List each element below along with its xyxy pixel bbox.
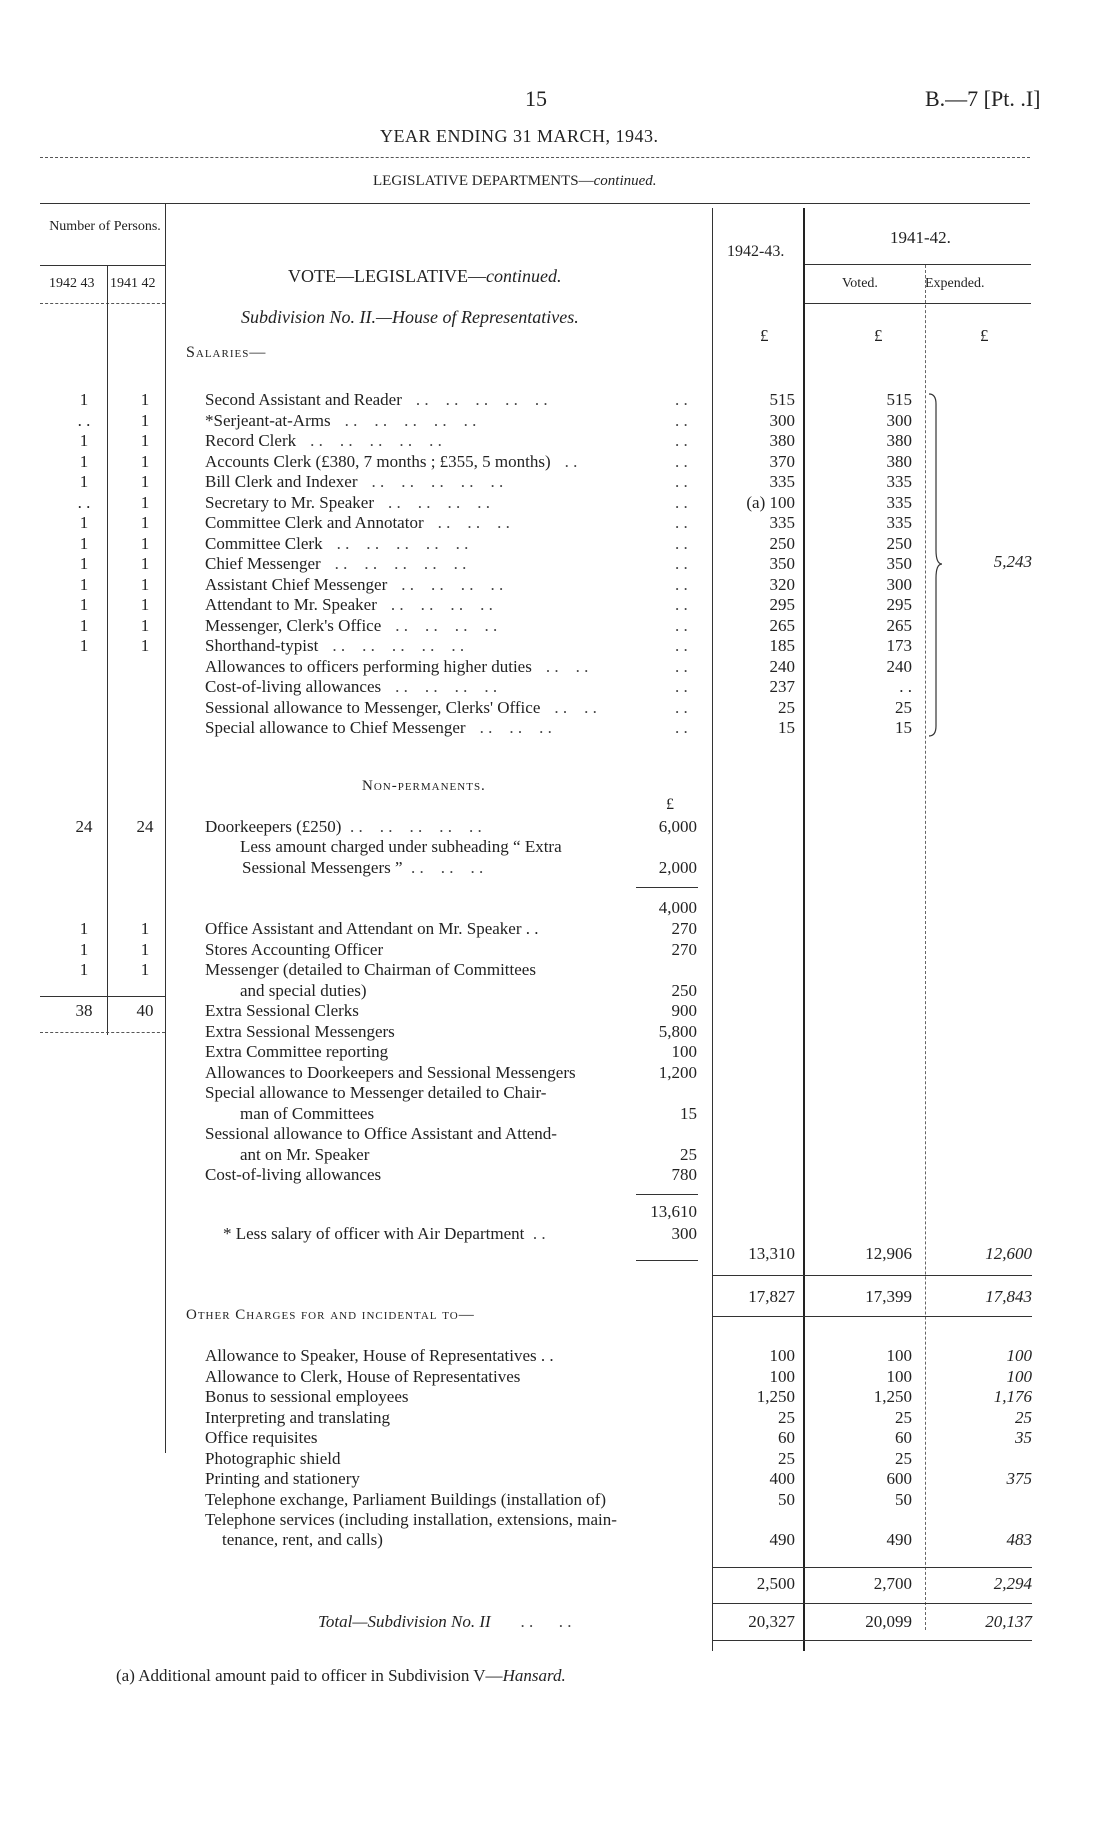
nonperm-persons-1942-43: 38 — [75, 1001, 93, 1020]
salary-col-dots: . . — [675, 677, 688, 696]
other-charge-1942-43: 100 — [769, 1346, 795, 1365]
nonperm-amount: 100 — [671, 1042, 697, 1061]
salary-persons-1942-43: 1 — [79, 451, 89, 471]
vote-continued: continued. — [485, 266, 562, 286]
voted-header: Voted. — [842, 276, 878, 291]
salary-1942-43: 265 — [769, 615, 795, 635]
non-perm-pound: £ — [666, 796, 674, 813]
persons-rule-b — [40, 1032, 165, 1033]
salary-persons-1942-43: . . — [77, 492, 91, 512]
salary-leader-dots: . . . . . . . . . . — [310, 431, 442, 450]
grand-total-label: Total—Subdivision No. II . . . . — [318, 1612, 572, 1631]
salary-label: Assistant Chief Messenger — [205, 574, 388, 594]
year-header-rule — [803, 264, 1031, 265]
net-rule — [636, 887, 698, 888]
salary-1941-42-voted: 335 — [886, 472, 912, 491]
salary-1942-43: 185 — [769, 636, 795, 655]
net-salary-rule — [636, 1260, 698, 1261]
department-name: LEGISLATIVE DEPARTMENTS— — [373, 173, 594, 189]
nonperm-amount: 5,800 — [658, 1021, 697, 1041]
pound-expended: £ — [980, 326, 989, 345]
salary-row — [205, 718, 705, 738]
nonperm-amount: 780 — [671, 1165, 697, 1184]
salary-row — [205, 534, 705, 554]
nonperm-label: man of Committees — [240, 1103, 375, 1123]
col-expended-left-rule — [925, 265, 926, 1630]
salary-persons-1941-42: 1 — [140, 513, 150, 532]
salary-col-dots: . . — [675, 513, 688, 532]
other-total-rule — [712, 1567, 1032, 1568]
nonperm-persons-1941-42: 1 — [140, 939, 150, 959]
salary-col-dots: . . — [675, 492, 688, 512]
salary-persons-1942-43: 1 — [79, 472, 89, 491]
grand-total-bottom-rule — [712, 1640, 1032, 1641]
persons-header-rule — [40, 265, 165, 266]
salary-row — [205, 616, 705, 636]
nonperm-amount: 15 — [680, 1103, 697, 1123]
grand-total-expended: 20,137 — [985, 1612, 1032, 1631]
footnote-mark: (a) — [116, 1666, 135, 1685]
salary-row — [205, 595, 705, 615]
other-charge-expended: 25 — [1015, 1407, 1032, 1427]
salary-leader-dots: . . . . . . . . . . — [334, 554, 467, 573]
salary-1941-42-voted: 240 — [886, 656, 912, 676]
persons-divider — [107, 265, 108, 1035]
subtotal-rule — [636, 1194, 698, 1195]
salary-persons-1942-43: 1 — [79, 513, 89, 532]
other-charge-voted: 100 — [886, 1346, 912, 1365]
nonperm-amount: 900 — [671, 1001, 697, 1020]
grand-total-voted: 20,099 — [865, 1612, 912, 1631]
salary-label: Allowances to officers performing higher duties — [205, 656, 532, 676]
salary-row — [205, 493, 705, 513]
salary-leader-dots: . . . . . . . . . . — [332, 636, 465, 655]
other-charge-1942-43: 25 — [778, 1407, 795, 1427]
salary-1941-42-voted: 335 — [886, 513, 912, 532]
salary-persons-1941-42: 1 — [140, 390, 150, 409]
salary-label: Shorthand-typist — [205, 636, 319, 655]
nonperm-persons-1941-42: 40 — [136, 1001, 154, 1020]
salary-col-dots: . . — [675, 615, 688, 635]
other-charge-label: Telephone services (including installation, extensions, main- — [205, 1510, 617, 1529]
year-heading: YEAR ENDING 31 MARCH, 1943. — [380, 126, 659, 146]
pound-1942-43: £ — [760, 326, 769, 345]
salary-col-dots: . . — [675, 656, 688, 676]
vote-title — [288, 266, 561, 287]
salary-persons-1941-42: 1 — [140, 574, 150, 594]
nonperm-amount: 270 — [671, 939, 697, 959]
nonperm-label: Extra Sessional Messengers — [205, 1021, 395, 1041]
nonperm-label: Special allowance to Messenger detailed to Chair- — [205, 1083, 547, 1102]
salary-persons-1942-43: 1 — [79, 574, 89, 594]
salary-leader-dots: . . . . . . . . — [390, 595, 493, 614]
number-of-persons-header: Number of Persons. — [49, 219, 161, 234]
non-perm-net-expended: 12,600 — [985, 1244, 1032, 1263]
salary-1941-42-voted: . . — [899, 677, 912, 696]
salary-persons-1941-42: 1 — [140, 615, 150, 635]
salaries-total-voted: 17,399 — [865, 1287, 912, 1306]
salary-label: Accounts Clerk (£380, 7 months ; £355, 5 months) — [205, 451, 551, 471]
salary-1942-43: 240 — [769, 656, 795, 676]
non-perm-net-voted: 12,906 — [865, 1244, 912, 1263]
salary-label: Second Assistant and Reader — [205, 390, 402, 409]
other-charge-label: tenance, rent, and calls) — [222, 1530, 383, 1549]
other-charge-label: Bonus to sessional employees — [205, 1387, 409, 1406]
department-continued: continued. — [593, 173, 657, 189]
persons-1942-43-header: 1942 43 — [49, 276, 95, 291]
salary-label: Committee Clerk and Annotator — [205, 513, 424, 532]
nonperm-amount: 270 — [671, 919, 697, 938]
nonperm-amount: 250 — [671, 980, 697, 1000]
salary-label: Bill Clerk and Indexer — [205, 472, 358, 491]
nonperm-label: Extra Sessional Clerks — [205, 1001, 359, 1020]
salary-col-dots: . . — [675, 636, 688, 655]
grand-total-top-rule — [712, 1603, 1032, 1604]
nonperm-persons-1942-43: 1 — [79, 939, 89, 959]
nonperm-persons-1941-42: 1 — [140, 919, 150, 938]
other-charge-expended: 1,176 — [993, 1387, 1032, 1406]
nonperm-label: Messenger (detailed to Chairman of Committees — [205, 960, 536, 979]
persons-1941-42-header: 1941 42 — [110, 276, 156, 291]
salary-leader-dots: . . — [564, 451, 578, 471]
salary-persons-1941-42: 1 — [140, 595, 150, 614]
other-total-voted: 2,700 — [873, 1574, 912, 1593]
salary-1942-43: 295 — [769, 595, 795, 614]
salary-persons-1941-42: 1 — [140, 431, 150, 450]
salary-1942-43: 250 — [769, 533, 795, 553]
department-heading — [373, 173, 657, 190]
other-total-1942-43: 2,500 — [756, 1574, 795, 1593]
other-charge-1942-43: 490 — [769, 1530, 795, 1549]
salary-persons-1941-42: 1 — [140, 492, 150, 512]
salary-persons-1941-42: 1 — [140, 636, 150, 655]
less-charged-line1: Less amount charged under subheading “ Extra — [240, 837, 562, 856]
salary-col-dots: . . — [675, 431, 688, 450]
other-charge-1942-43: 50 — [778, 1489, 795, 1509]
salary-1941-42-voted: 295 — [886, 595, 912, 614]
salary-persons-1942-43: 1 — [79, 615, 89, 635]
salaries-total-expended: 17,843 — [985, 1287, 1032, 1306]
salaries-brace — [928, 392, 942, 738]
nonperm-label: Extra Committee reporting — [205, 1042, 389, 1061]
salaries-total-rule — [712, 1275, 1032, 1276]
less-charged-line2: Sessional Messengers ” . . . . . . — [242, 858, 484, 877]
salary-leader-dots: . . . . . . . . . . — [371, 472, 504, 491]
salaries-total-bottom-rule — [712, 1316, 1032, 1317]
footnote-text: Additional amount paid to officer in Subdivision V— — [138, 1666, 503, 1685]
nonperm-amount: 1,200 — [658, 1062, 697, 1082]
doorkeepers-persons-1942: 24 — [75, 817, 93, 836]
other-charge-1942-43: 1,250 — [756, 1387, 795, 1406]
other-charge-voted: 490 — [886, 1530, 912, 1549]
salary-1941-42-voted: 515 — [886, 390, 912, 409]
salary-1942-43: 335 — [769, 513, 795, 532]
doorkeepers-net-amount: 4,000 — [658, 898, 697, 917]
nonperm-label: and special duties) — [240, 980, 367, 1000]
other-charge-label: Allowance to Clerk, House of Representatives — [205, 1366, 521, 1386]
salary-leader-dots: . . . . . . . . — [395, 677, 498, 696]
salary-row — [205, 575, 705, 595]
other-charge-voted: 600 — [886, 1469, 912, 1488]
nonperm-label: Office Assistant and Attendant on Mr. Speaker . . — [205, 919, 539, 938]
header-bottom-rule — [40, 303, 165, 304]
less-charged-text: Sessional Messengers ” — [242, 858, 403, 877]
salary-leader-dots: . . . . . . — [437, 513, 510, 532]
salary-label: *Serjeant-at-Arms — [205, 410, 331, 430]
header-bottom-rule-right — [803, 303, 1031, 304]
salary-row — [205, 636, 705, 656]
col-voted-left-rule — [803, 208, 805, 1651]
salary-leader-dots: . . . . . . . . . . — [344, 410, 477, 430]
document-reference: B.—7 [Pt. .I] — [925, 86, 1041, 111]
salary-leader-dots: . . . . . . — [479, 718, 552, 737]
salary-1941-42-voted: 380 — [886, 431, 912, 450]
footnote-italic: Hansard. — [502, 1666, 566, 1685]
salary-1941-42-voted: 173 — [886, 636, 912, 655]
salary-1942-43: 380 — [769, 431, 795, 450]
grand-total-text: Total—Subdivision No. II — [318, 1612, 491, 1631]
salary-label: Special allowance to Chief Messenger — [205, 718, 466, 737]
salary-col-dots: . . — [675, 533, 688, 553]
salary-1941-42-voted: 15 — [895, 718, 912, 737]
nonperm-label: Allowances to Doorkeepers and Sessional Messengers — [205, 1062, 576, 1082]
salaries-heading: Salaries— — [186, 344, 267, 361]
col-1941-42-header: 1941-42. — [890, 228, 951, 247]
non-permanents-heading: Non-permanents. — [362, 778, 486, 794]
salary-leader-dots: . . . . — [545, 656, 589, 676]
top-rule — [40, 157, 1030, 158]
salary-leader-dots: . . . . . . . . — [388, 492, 490, 512]
salary-1941-42-voted: 300 — [886, 410, 912, 430]
grand-total-1942-43: 20,327 — [748, 1612, 795, 1631]
salary-label: Secretary to Mr. Speaker — [205, 492, 374, 512]
nonperm-label: Stores Accounting Officer — [205, 939, 384, 959]
nonperm-label: Sessional allowance to Office Assistant and Attend- — [205, 1124, 557, 1143]
less-salary-amount: 300 — [671, 1224, 697, 1243]
less-salary-line: * Less salary of officer with Air Department . . — [223, 1224, 546, 1243]
salary-persons-1941-42: 1 — [140, 533, 150, 553]
salary-col-dots: . . — [675, 390, 688, 409]
col-1942-43-header: 1942-43. — [727, 243, 785, 260]
salary-1941-42-voted: 335 — [886, 492, 912, 512]
other-charge-expended: 35 — [1015, 1428, 1032, 1447]
salary-1941-42-voted: 350 — [886, 554, 912, 573]
less-salary-text: * Less salary of officer with Air Department — [223, 1224, 525, 1243]
salary-1941-42-voted: 25 — [895, 697, 912, 717]
salary-persons-1941-42: 1 — [140, 472, 150, 491]
salary-label: Cost-of-living allowances — [205, 677, 382, 696]
doorkeepers-amount: 6,000 — [658, 817, 697, 836]
nonperm-label: ant on Mr. Speaker — [240, 1144, 370, 1164]
nonperm-persons-1941-42: 1 — [140, 960, 150, 979]
other-charge-label: Telephone exchange, Parliament Buildings (installation of) — [205, 1489, 607, 1509]
other-charge-voted: 1,250 — [873, 1387, 912, 1406]
salary-1941-42-voted: 250 — [886, 533, 912, 553]
salary-row — [205, 554, 705, 574]
table-top-rule — [40, 203, 1030, 204]
other-charge-expended: 100 — [1006, 1346, 1032, 1365]
nonperm-persons-1942-43: 1 — [79, 960, 89, 979]
salary-persons-1942-43: . . — [77, 410, 91, 430]
salary-label: Record Clerk — [205, 431, 297, 450]
salary-1942-43: 15 — [778, 718, 795, 737]
salary-persons-1942-43: 1 — [79, 533, 89, 553]
doorkeepers-text: Doorkeepers (£250) — [205, 817, 342, 836]
salary-label: Messenger, Clerk's Office — [205, 615, 382, 635]
persons-right-rule — [165, 203, 166, 1453]
salary-col-dots: . . — [675, 554, 688, 573]
salary-1942-43: 25 — [778, 697, 795, 717]
salary-1942-43: 350 — [769, 554, 795, 573]
salary-leader-dots: . . . . . . . . — [395, 615, 498, 635]
salary-leader-dots: . . . . — [554, 697, 597, 717]
salary-persons-1942-43: 1 — [79, 431, 89, 450]
salary-leader-dots: . . . . . . . . . . — [336, 533, 469, 553]
non-perm-subtotal: 13,610 — [650, 1202, 697, 1221]
page-number: 15 — [525, 86, 547, 111]
salary-row — [205, 452, 705, 472]
salary-persons-1942-43: 1 — [79, 595, 89, 614]
salary-persons-1942-43: 1 — [79, 554, 89, 573]
salary-col-dots: . . — [675, 574, 688, 594]
other-charge-1942-43: 60 — [778, 1428, 795, 1447]
salary-1942-43: 515 — [769, 390, 795, 409]
salary-col-dots: . . — [675, 595, 688, 614]
salary-1941-42-voted: 300 — [886, 574, 912, 594]
other-charge-voted: 25 — [895, 1407, 912, 1427]
less-charged-amount: 2,000 — [658, 858, 697, 877]
other-charge-label: Allowance to Speaker, House of Representatives . . — [205, 1346, 554, 1365]
salary-persons-1941-42: 1 — [140, 451, 150, 471]
salary-col-dots: . . — [675, 697, 688, 717]
salary-col-dots: . . — [675, 472, 688, 491]
other-charge-label: Office requisites — [205, 1428, 318, 1447]
salary-1942-43: 320 — [769, 574, 795, 594]
salary-1942-43: 300 — [769, 410, 795, 430]
salary-leader-dots: . . . . . . . . . . — [415, 390, 548, 409]
salary-leader-dots: . . . . . . . . — [401, 574, 504, 594]
expended-header: Expended. — [925, 276, 985, 291]
col-1942-left-rule — [712, 208, 713, 1651]
other-charge-voted: 100 — [886, 1366, 912, 1386]
other-charge-label: Interpreting and translating — [205, 1407, 391, 1427]
non-perm-net-1942-43: 13,310 — [748, 1244, 795, 1263]
pound-voted: £ — [874, 326, 883, 345]
other-charge-voted: 50 — [895, 1489, 912, 1509]
salary-label: Sessional allowance to Messenger, Clerks' Office — [205, 697, 541, 717]
nonperm-persons-1942-43: 1 — [79, 919, 89, 938]
nonperm-label: Cost-of-living allowances — [205, 1165, 382, 1184]
salary-row — [205, 390, 705, 410]
salary-1942-43: 335 — [769, 472, 795, 491]
other-charge-1942-43: 25 — [778, 1448, 795, 1468]
other-charge-expended: 483 — [1006, 1530, 1032, 1549]
salary-1941-42-voted: 265 — [886, 615, 912, 635]
footnote — [116, 1666, 566, 1686]
salary-label: Committee Clerk — [205, 533, 323, 553]
persons-rule-a — [40, 996, 165, 997]
subdivision-title: Subdivision No. II.—House of Representatives. — [241, 307, 579, 327]
salaries-total-1942-43: 17,827 — [748, 1287, 795, 1306]
salary-row — [205, 677, 705, 697]
salaries-expended-total: 5,243 — [993, 552, 1032, 571]
other-charge-1942-43: 100 — [769, 1366, 795, 1386]
salary-col-dots: . . — [675, 718, 688, 737]
salary-row — [205, 472, 705, 492]
salary-label: Chief Messenger — [205, 554, 321, 573]
other-charges-heading: Other Charges for and incidental to— — [186, 1307, 475, 1323]
salary-row — [205, 657, 705, 677]
salary-label: Attendant to Mr. Speaker — [205, 595, 377, 614]
doorkeepers-persons-1941: 24 — [136, 817, 154, 836]
salary-persons-1942-43: 1 — [79, 390, 89, 409]
other-charge-label: Printing and stationery — [205, 1469, 360, 1488]
other-charge-expended: 375 — [1006, 1469, 1032, 1488]
salary-col-dots: . . — [675, 410, 688, 430]
salary-1942-43: (a) 100 — [746, 492, 795, 512]
salary-row — [205, 411, 705, 431]
salary-1941-42-voted: 380 — [886, 451, 912, 471]
other-charge-voted: 25 — [895, 1448, 912, 1468]
vote-name: VOTE—LEGISLATIVE— — [288, 266, 486, 286]
salary-row — [205, 698, 705, 718]
salary-persons-1941-42: 1 — [140, 410, 150, 430]
salary-col-dots: . . — [675, 451, 688, 471]
salary-row — [205, 513, 705, 533]
other-total-expended: 2,294 — [993, 1574, 1032, 1593]
doorkeepers-label: Doorkeepers (£250) . . . . . . . . . . — [205, 817, 482, 836]
other-charge-expended: 100 — [1006, 1366, 1032, 1386]
salary-1942-43: 370 — [769, 451, 795, 471]
salary-row — [205, 431, 705, 451]
other-charge-1942-43: 400 — [769, 1469, 795, 1488]
salary-persons-1941-42: 1 — [140, 554, 150, 573]
nonperm-amount: 25 — [680, 1144, 697, 1164]
salary-persons-1942-43: 1 — [79, 636, 89, 655]
other-charge-voted: 60 — [895, 1428, 912, 1447]
other-charge-label: Photographic shield — [205, 1448, 341, 1468]
salary-1942-43: 237 — [769, 677, 795, 696]
